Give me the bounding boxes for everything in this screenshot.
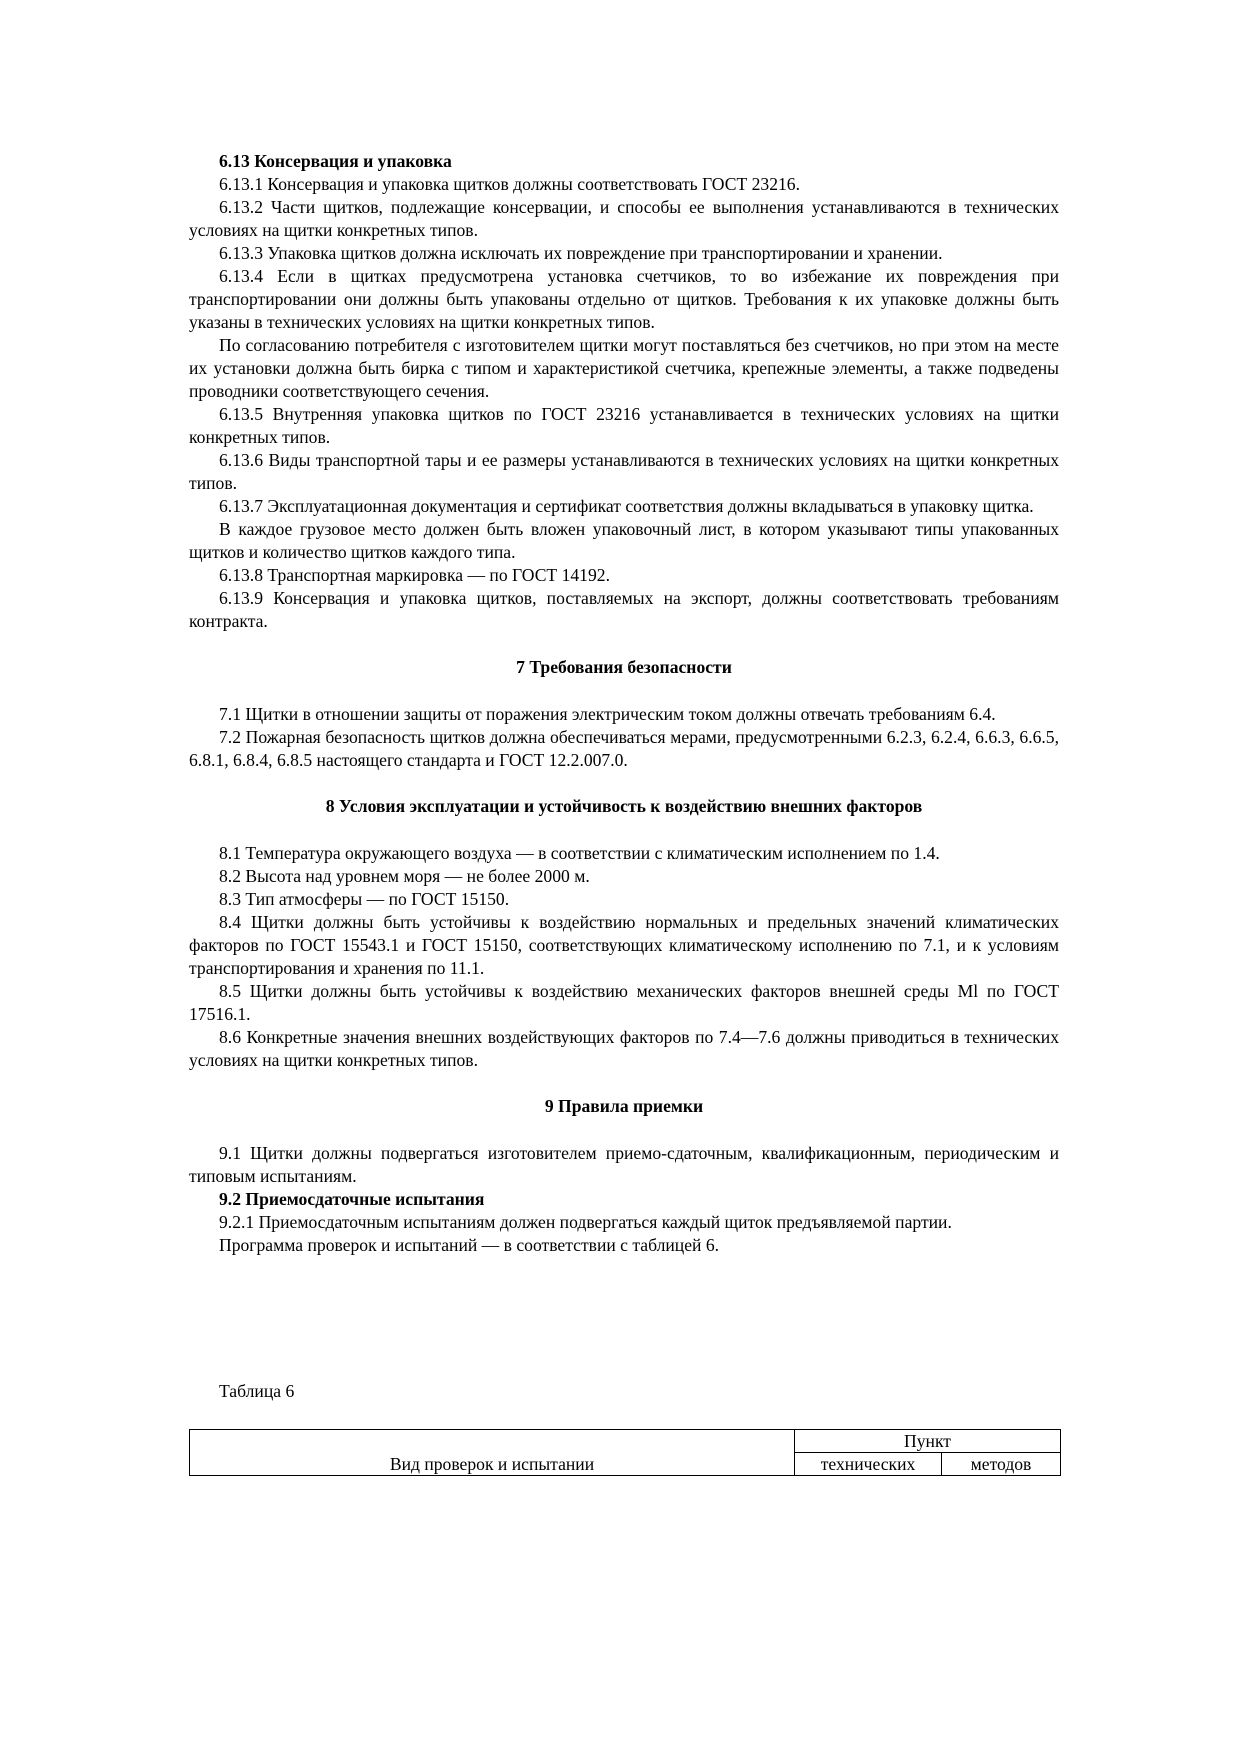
paragraph: В каждое грузовое место должен быть вложен упаковочный лист, в котором указывают типы упакованных щитков и количество щитков каждого типа. <box>189 519 1059 562</box>
paragraph: 7.2 Пожарная безопасность щитков должна обеспечиваться мерами, предусмотренными 6.2.3, 6.2.4, 6.6.3, 6.6.5, 6.8.1, 6.8.4, 6.8.5 настоящего стандарта и ГОСТ 12.2.007.0. <box>189 727 1059 770</box>
section-7-heading: 7 Требования безопасности <box>516 657 732 677</box>
table-caption: Таблица 6 <box>219 1381 295 1401</box>
paragraph: 8.6 Конкретные значения внешних воздействующих факторов по 7.4—7.6 должны приводиться в технических условиях на щитки конкретных типов. <box>189 1027 1059 1070</box>
section-8-heading: 8 Условия эксплуатации и устойчивость к воздействию внешних факторов <box>325 796 923 816</box>
section-6-13-heading: 6.13 Консервация и упаковка <box>219 151 452 171</box>
table-6 <box>189 1429 1061 1476</box>
paragraph: 6.13.3 Упаковка щитков должна исключать их повреждение при транспортировании и хранении. <box>219 243 943 263</box>
table-header-cell: технических <box>795 1453 942 1476</box>
table-header-cell: методов <box>942 1453 1061 1476</box>
paragraph: 6.13.9 Консервация и упаковка щитков, поставляемых на экспорт, должны соответствовать требованиям контракта. <box>189 588 1059 631</box>
paragraph: 7.1 Щитки в отношении защиты от поражения электрическим током должны отвечать требованиям 6.4. <box>219 704 996 724</box>
paragraph: 8.4 Щитки должны быть устойчивы к воздействию нормальных и предельных значений климатических факторов по ГОСТ 15543.1 и ГОСТ 15150, соответствующих климатическому исполнению по 7.1, и к условиям транспортирования и хранения по 11.1. <box>189 912 1059 978</box>
paragraph: 9.2.1 Приемосдаточным испытаниям должен подвергаться каждый щиток предъявляемой партии. <box>219 1212 952 1232</box>
paragraph: 8.3 Тип атмосферы — по ГОСТ 15150. <box>219 889 510 909</box>
paragraph: 6.13.8 Транспортная маркировка — по ГОСТ 14192. <box>219 565 610 585</box>
table-header-cell: Пункт <box>795 1430 1061 1453</box>
paragraph: 6.13.2 Части щитков, подлежащие консервации, и способы ее выполнения устанавливаются в технических условиях на щитки конкретных типов. <box>189 197 1059 240</box>
paragraph: 9.1 Щитки должны подвергаться изготовителем приемо-сдаточным, квалификационным, периодическим и типовым испытаниям. <box>189 1143 1059 1186</box>
paragraph: 8.5 Щитки должны быть устойчивы к воздействию механических факторов внешней среды Ml по ГОСТ 17516.1. <box>189 981 1059 1024</box>
paragraph: Программа проверок и испытаний — в соответствии с таблицей 6. <box>219 1235 720 1255</box>
paragraph: 8.1 Температура окружающего воздуха — в соответствии с климатическим исполнением по 1.4. <box>219 843 940 863</box>
document-page <box>189 150 1059 1476</box>
paragraph: По согласованию потребителя с изготовителем щитки могут поставляться без счетчиков, но при этом на месте их установки должна быть бирка с типом и характеристикой счетчика, крепежные элементы, а также подведены проводники соответствующего сечения. <box>189 335 1059 401</box>
paragraph: 6.13.6 Виды транспортной тары и ее размеры устанавливаются в технических условиях на щитки конкретных типов. <box>189 450 1059 493</box>
paragraph: 6.13.1 Консервация и упаковка щитков должны соответствовать ГОСТ 23216. <box>219 174 800 194</box>
paragraph: 8.2 Высота над уровнем моря — не более 2000 м. <box>219 866 590 886</box>
section-9-heading: 9 Правила приемки <box>544 1096 704 1116</box>
paragraph: 6.13.5 Внутренняя упаковка щитков по ГОСТ 23216 устанавливается в технических условиях на щитки конкретных типов. <box>189 404 1059 447</box>
section-9-2-heading: 9.2 Приемосдаточные испытания <box>219 1189 485 1209</box>
paragraph: 6.13.7 Эксплуатационная документация и сертификат соответствия должны вкладываться в упаковку щитка. <box>219 496 1034 516</box>
table-header-cell: Вид проверок и испытании <box>190 1430 795 1476</box>
paragraph: 6.13.4 Если в щитках предусмотрена установка счетчиков, то во избежание их повреждения при транспортировании они должны быть упакованы отдельно от щитков. Требования к их упаковке должны быть указаны в технических условиях на щитки конкретных типов. <box>189 266 1059 332</box>
